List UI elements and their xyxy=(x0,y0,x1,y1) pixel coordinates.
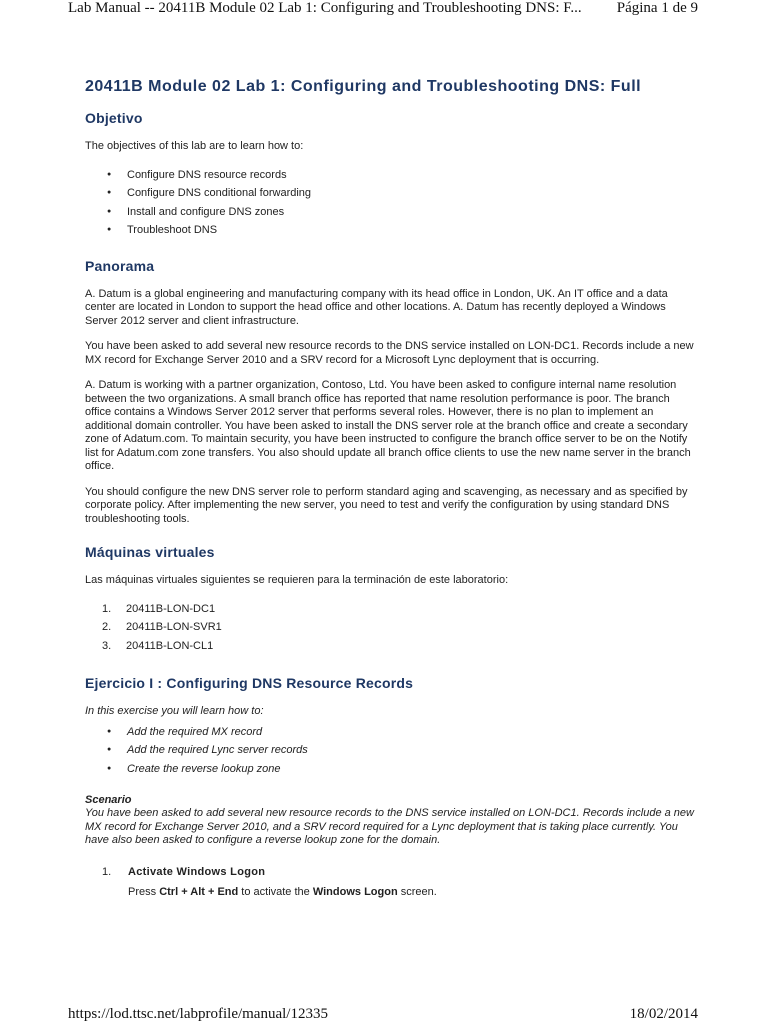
list-number: 1. xyxy=(102,602,112,615)
ejercicio-list xyxy=(85,723,695,779)
list-item xyxy=(102,637,695,656)
step-text: Press xyxy=(128,885,160,898)
list-item: ● Configure DNS resource records xyxy=(107,166,695,185)
step-text: screen. xyxy=(397,885,437,898)
step-title: Activate Windows Logon xyxy=(128,865,266,878)
panorama-paragraph: You should configure the new DNS server role to perform standard aging and scavenging, as necessary and as specified by corporate policy. After implementing the new server, you need to test and verify the configuration by using standard DNS troubleshooting tools. xyxy=(85,485,688,525)
vm-name: 20411B-LON-SVR1 xyxy=(126,621,222,633)
step-1-body xyxy=(128,886,695,898)
scenario-text: You have been asked to add several new resource records to the DNS service installed on LON-DC1. Records include a new MX record for Exchange Server 2010, and a SRV record required for a Lync deployment that is taking place currently. You have also been asked to configure a reverse lookup zone for the domain. xyxy=(85,807,694,846)
step-text: to activate the xyxy=(238,885,313,898)
list-item: ● Troubleshoot DNS xyxy=(107,221,695,240)
list-number: 2. xyxy=(102,621,112,633)
step-1 xyxy=(102,866,695,878)
print-footer-url: https://lod.ttsc.net/labprofile/manual/12335 xyxy=(68,1006,328,1022)
section-heading-maquinas: Máquinas virtuales xyxy=(85,544,215,560)
list-item: ● Create the reverse lookup zone xyxy=(107,760,695,779)
print-footer xyxy=(68,1006,698,1023)
objetivo-intro: The objectives of this lab are to learn how to: xyxy=(85,140,304,152)
section-heading-objetivo: Objetivo xyxy=(85,110,143,126)
print-footer-date: 18/02/2014 xyxy=(629,1006,698,1022)
vm-name: 20411B-LON-DC1 xyxy=(126,602,216,615)
list-item: ● Configure DNS conditional forwarding xyxy=(107,184,695,203)
ejercicio-intro: In this exercise you will learn how to: xyxy=(85,705,264,717)
list-item: ● Install and configure DNS zones xyxy=(107,203,695,222)
scenario-label: Scenario xyxy=(85,794,132,806)
section-heading-ejercicio: Ejercicio I : Configuring DNS Resource Records xyxy=(85,675,414,691)
objetivo-list xyxy=(85,166,695,240)
maquinas-intro: Las máquinas virtuales siguientes se requieren para la terminación de este laboratorio: xyxy=(85,574,509,586)
section-heading-panorama: Panorama xyxy=(85,257,155,274)
document-title: 20411B Module 02 Lab 1: Configuring and Troubleshooting DNS: Full xyxy=(85,78,642,95)
print-header xyxy=(68,0,698,17)
list-item xyxy=(102,600,695,619)
print-header-page: Página 1 de 9 xyxy=(616,0,698,16)
list-number: 3. xyxy=(102,639,112,652)
list-item xyxy=(102,618,695,637)
vm-name: 20411B-LON-CL1 xyxy=(126,639,214,652)
print-header-title: Lab Manual -- 20411B Module 02 Lab 1: Configuring and Troubleshooting DNS: F... xyxy=(68,0,582,16)
step-target: Windows Logon xyxy=(312,885,398,898)
step-number: 1. xyxy=(102,865,112,878)
panorama-paragraph: A. Datum is working with a partner organization, Contoso, Ltd. You have been asked to configure internal name resolution between the two organizations. A small branch office has reported that name resolution performance is poor. The branch office contains a Windows Server 2012 server that performs several roles. However, there is no plan to implement an additional domain controller. You have been asked to install the DNS server role at the branch office and create a secondary zone of Adatum.com. To maintain security, you have been instructed to configure the branch office server to be on the Notify list for Adatum.com zone transfers. You also should update all branch office clients to use the new name server in the branch office. xyxy=(85,379,691,472)
list-item: ● Add the required Lync server records xyxy=(107,741,695,760)
panorama-paragraph: You have been asked to add several new resource records to the DNS service installed on LON-DC1. Records include a new MX record for Exchange Server 2010 and a SRV record for a Microsoft Lync deployment that is occurring. xyxy=(85,340,694,366)
document-content xyxy=(85,78,695,898)
vm-list xyxy=(85,600,695,656)
key-combination: Ctrl + Alt + End xyxy=(159,885,239,898)
panorama-paragraph: A. Datum is a global engineering and manufacturing company with its head office in London, UK. An IT office and a data center are located in London to support the head office and other locations. A. Datum has recently deployed a Windows Server 2012 server and client infrastructure. xyxy=(85,287,668,327)
list-item: ● Add the required MX record xyxy=(107,723,695,742)
